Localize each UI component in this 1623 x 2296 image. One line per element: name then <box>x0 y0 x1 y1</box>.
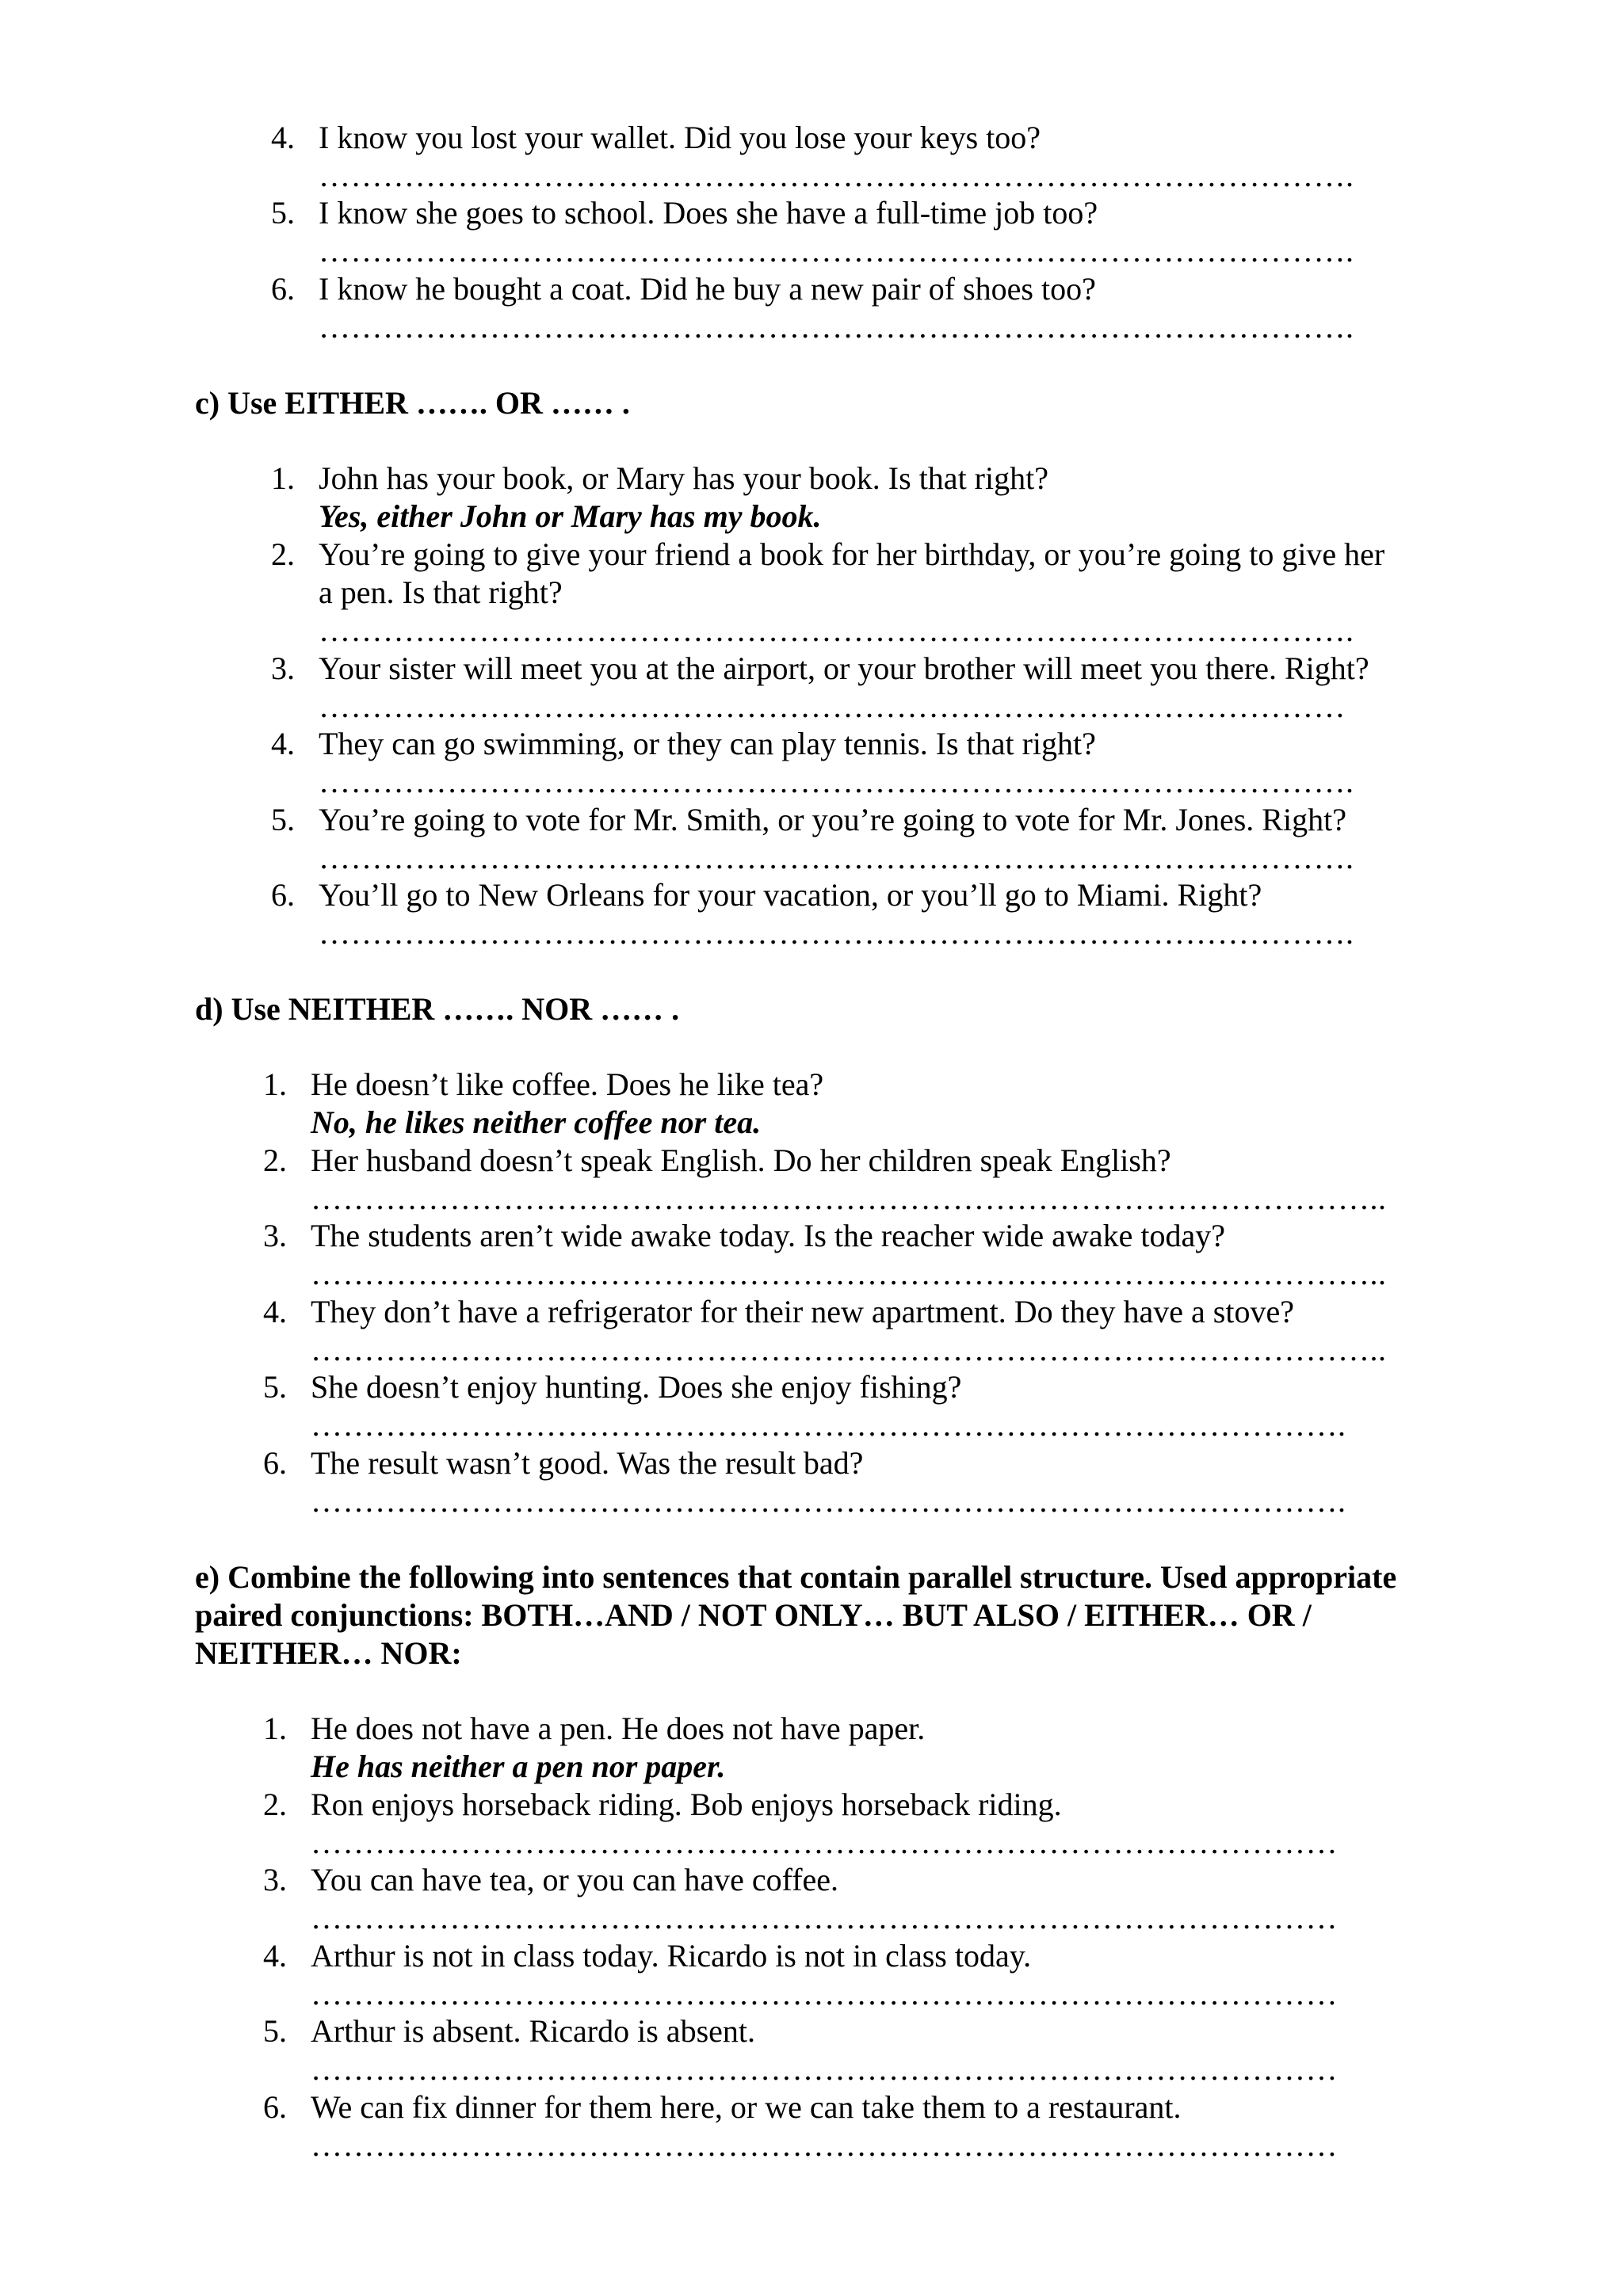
answer-blank[interactable]: ……………………………………………………………………………………. <box>319 764 1354 799</box>
answer-blank[interactable]: ……………………………………………………………………………………….. <box>311 1256 1387 1291</box>
answer-blank[interactable]: …………………………………………………………………………………… <box>319 688 1346 724</box>
item-number: 1. <box>271 460 295 496</box>
item-number: 4. <box>263 1294 287 1329</box>
question-text: She doesn’t enjoy hunting. Does she enjoy fishing? <box>311 1369 962 1405</box>
answer-blank[interactable]: …………………………………………………………………………………… <box>311 1900 1338 1936</box>
question-text: You can have tea, or you can have coffee. <box>311 1862 839 1897</box>
item-number: 5. <box>271 802 295 837</box>
question-text: You’re going to give your friend a book for her birthday, or you’re going to give her <box>319 536 1385 572</box>
answer-blank[interactable]: …………………………………………………………………………………… <box>311 1825 1338 1860</box>
item-number: 1. <box>263 1711 287 1746</box>
question-text: We can fix dinner for them here, or we can take them to a restaurant. <box>311 2089 1182 2125</box>
item-number: 2. <box>263 1142 287 1178</box>
question-text: Arthur is not in class today. Ricardo is not in class today. <box>311 1938 1032 1974</box>
item-number: 6. <box>263 2089 287 2125</box>
item-number: 4. <box>271 120 295 155</box>
answer-blank[interactable]: ……………………………………………………………………………………. <box>319 309 1354 345</box>
question-text: You’ll go to New Orleans for your vacation, or you’ll go to Miami. Right? <box>319 877 1262 913</box>
example-answer: Yes, either John or Mary has my book. <box>319 498 822 534</box>
answer-blank[interactable]: …………………………………………………………………………………… <box>311 2127 1338 2163</box>
example-answer: No, he likes neither coffee nor tea. <box>311 1104 762 1140</box>
answer-blank[interactable]: ……………………………………………………………………………………. <box>311 1483 1346 1519</box>
question-text: The students aren’t wide awake today. Is the reacher wide awake today? <box>311 1218 1225 1253</box>
section-heading-d: d) Use NEITHER ……. NOR …… . <box>195 991 680 1027</box>
answer-blank[interactable]: ……………………………………………………………………………………. <box>319 612 1354 648</box>
question-text: I know you lost your wallet. Did you lose your keys too? <box>319 120 1041 155</box>
answer-blank[interactable]: ……………………………………………………………………………………. <box>311 1407 1346 1443</box>
answer-blank[interactable]: ……………………………………………………………………………………. <box>319 233 1354 269</box>
question-text: I know he bought a coat. Did he buy a new pair of shoes too? <box>319 271 1096 307</box>
answer-blank[interactable]: ……………………………………………………………………………………. <box>319 158 1354 193</box>
question-text: Your sister will meet you at the airport, or your brother will meet you there. Right? <box>319 650 1369 686</box>
item-number: 3. <box>271 650 295 686</box>
answer-blank[interactable]: …………………………………………………………………………………… <box>311 1976 1338 2012</box>
item-number: 6. <box>271 271 295 307</box>
section-heading-e: NEITHER… NOR: <box>195 1635 462 1671</box>
item-number: 5. <box>263 1369 287 1405</box>
answer-blank[interactable]: …………………………………………………………………………………… <box>311 2051 1338 2087</box>
question-text: I know she goes to school. Does she have a full-time job too? <box>319 195 1098 231</box>
section-heading-e: paired conjunctions: BOTH…AND / NOT ONLY… BUT ALSO / EITHER… OR / <box>195 1597 1312 1633</box>
item-number: 6. <box>271 877 295 913</box>
answer-blank[interactable]: ……………………………………………………………………………………. <box>319 915 1354 951</box>
item-number: 4. <box>271 726 295 761</box>
question-text: Arthur is absent. Ricardo is absent. <box>311 2013 755 2049</box>
question-text: They can go swimming, or they can play tennis. Is that right? <box>319 726 1096 761</box>
item-number: 2. <box>271 536 295 572</box>
item-number: 3. <box>263 1862 287 1897</box>
question-text: Ron enjoys horseback riding. Bob enjoys horseback riding. <box>311 1787 1062 1822</box>
question-text: Her husband doesn’t speak English. Do her children speak English? <box>311 1142 1171 1178</box>
item-number: 6. <box>263 1445 287 1481</box>
answer-blank[interactable]: ……………………………………………………………………………………….. <box>311 1180 1387 1216</box>
section-heading-c: c) Use EITHER ……. OR …… . <box>195 385 630 421</box>
answer-blank[interactable]: ……………………………………………………………………………………….. <box>311 1332 1387 1367</box>
item-number: 4. <box>263 1938 287 1974</box>
question-text: John has your book, or Mary has your book. Is that right? <box>319 460 1048 496</box>
question-text: He doesn’t like coffee. Does he like tea? <box>311 1066 824 1102</box>
example-answer: He has neither a pen nor paper. <box>311 1749 726 1784</box>
item-number: 5. <box>263 2013 287 2049</box>
item-number: 2. <box>263 1787 287 1822</box>
item-number: 1. <box>263 1066 287 1102</box>
answer-blank[interactable]: ……………………………………………………………………………………. <box>319 840 1354 875</box>
question-text: The result wasn’t good. Was the result bad? <box>311 1445 864 1481</box>
question-text: He does not have a pen. He does not have paper. <box>311 1711 926 1746</box>
question-text-continued: a pen. Is that right? <box>319 574 563 610</box>
section-heading-e: e) Combine the following into sentences that contain parallel structure. Used appropriate <box>195 1559 1397 1595</box>
question-text: You’re going to vote for Mr. Smith, or you’re going to vote for Mr. Jones. Right? <box>319 802 1346 837</box>
question-text: They don’t have a refrigerator for their new apartment. Do they have a stove? <box>311 1294 1294 1329</box>
item-number: 5. <box>271 195 295 231</box>
item-number: 3. <box>263 1218 287 1253</box>
